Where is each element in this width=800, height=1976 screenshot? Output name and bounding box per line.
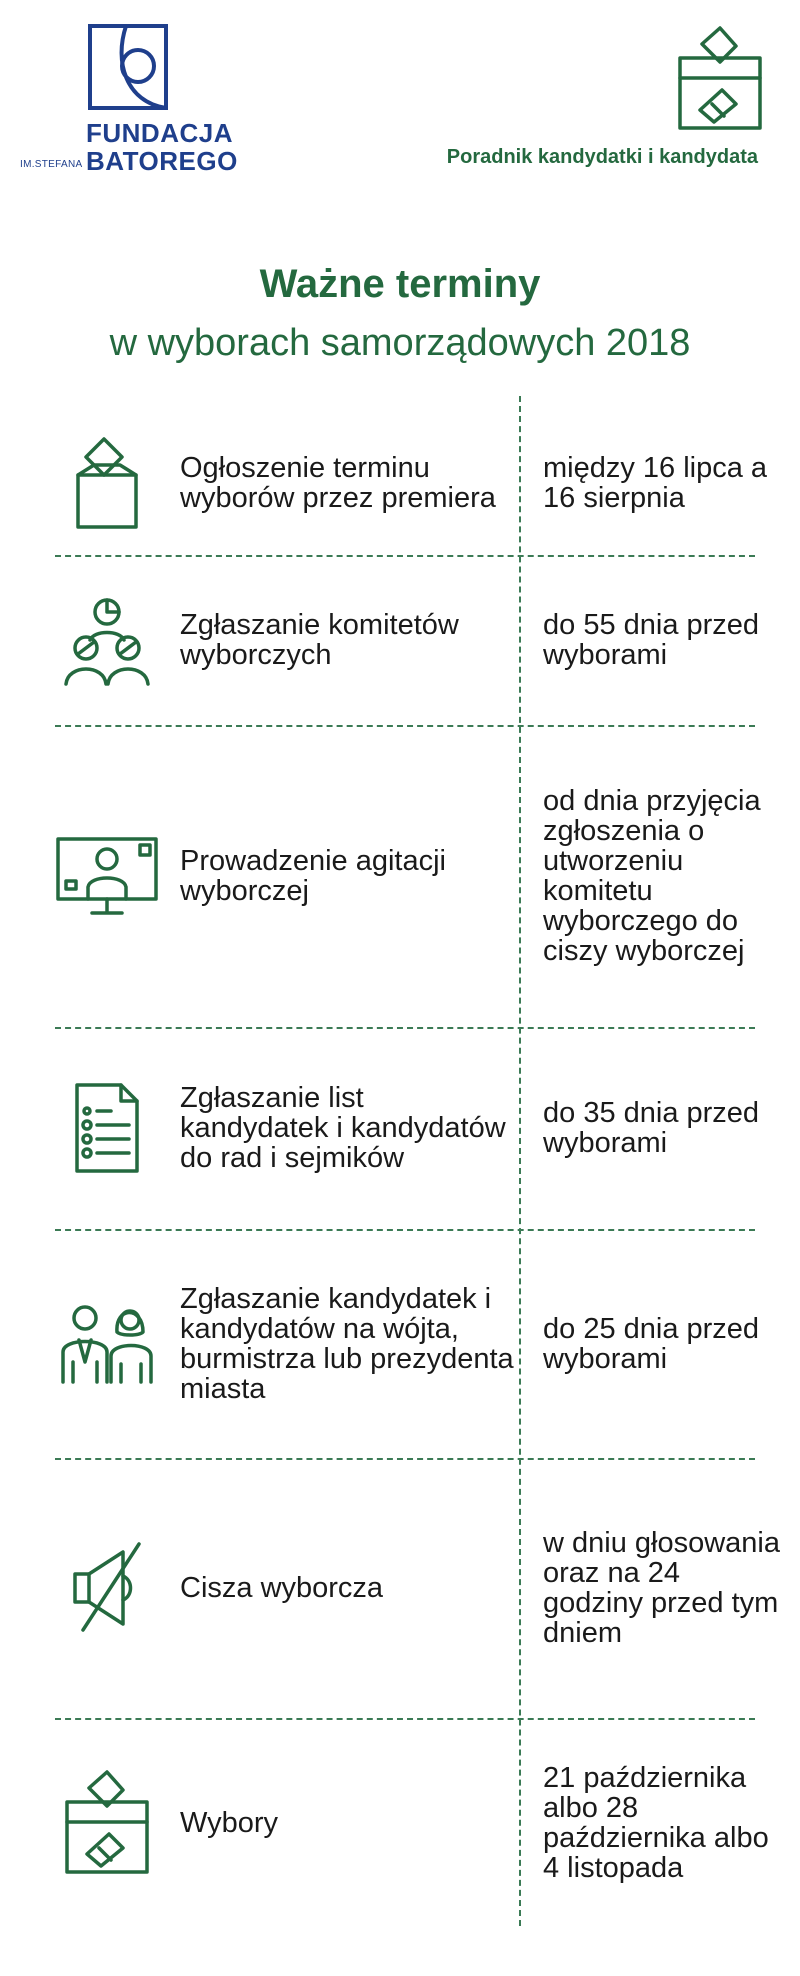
event-deadline: do 35 dnia przed wyborami	[543, 1097, 760, 1159]
logo-line2: BATOREGO	[86, 146, 238, 176]
page-title: Ważne terminy	[259, 262, 541, 306]
event-label: Cisza wyborcza	[180, 1572, 384, 1604]
guide-ballot-box-icon	[676, 24, 764, 139]
event-deadline: w dniu głosowania oraz na 24 godziny przed tym dniem	[543, 1527, 780, 1649]
foundation-logo-icon	[86, 22, 172, 112]
event-label: Zgłaszanie kandydatek i kandydatów na wójta, burmistrza lub prezydenta miasta	[180, 1282, 514, 1405]
timeline-row	[55, 1718, 769, 1928]
timeline-row	[55, 1458, 780, 1720]
timeline-row	[55, 725, 761, 1029]
event-label: Zgłaszanie list kandydatek i kandydatów do rad i sejmików	[180, 1082, 506, 1174]
timeline-row	[55, 1027, 760, 1231]
muted-speaker-icon	[55, 1540, 159, 1636]
event-label: Prowadzenie agitacji wyborczej	[180, 845, 446, 907]
monitor-person-icon	[55, 835, 159, 917]
logo-line1: FUNDACJA	[86, 118, 233, 148]
timeline-row	[55, 1229, 760, 1460]
timeline-row	[55, 555, 760, 727]
event-deadline: między 16 lipca a 16 sierpnia	[543, 451, 768, 514]
event-deadline: do 55 dnia przed wyborami	[543, 609, 760, 671]
logo-prefix: IM.STEFANA	[20, 159, 83, 170]
event-label: Wybory	[180, 1807, 279, 1839]
timeline-row	[55, 410, 768, 557]
committee-group-icon	[55, 592, 159, 688]
foundation-logo[interactable]	[18, 22, 238, 182]
checklist-icon	[55, 1081, 159, 1175]
header	[0, 0, 800, 200]
event-label: Ogłoszenie terminu wyborów przez premiera	[180, 451, 496, 514]
event-label: Zgłaszanie komitetów wyborczych	[180, 609, 459, 671]
page-subtitle: w wyborach samorządowych 2018	[109, 322, 691, 364]
two-candidates-icon	[55, 1302, 159, 1386]
event-deadline: od dnia przyjęcia zgłoszenia o utworzeniu komitetu wyborczego do ciszy wyborczej	[543, 785, 761, 967]
ballot-box-icon	[55, 435, 159, 531]
event-deadline: do 25 dnia przed wyborami	[543, 1312, 760, 1375]
event-deadline: 21 października albo 28 października albo 4 listopada	[543, 1762, 769, 1884]
guide-title: Poradnik kandydatki i kandydata	[446, 146, 758, 168]
ballot-box-icon	[55, 1768, 159, 1878]
